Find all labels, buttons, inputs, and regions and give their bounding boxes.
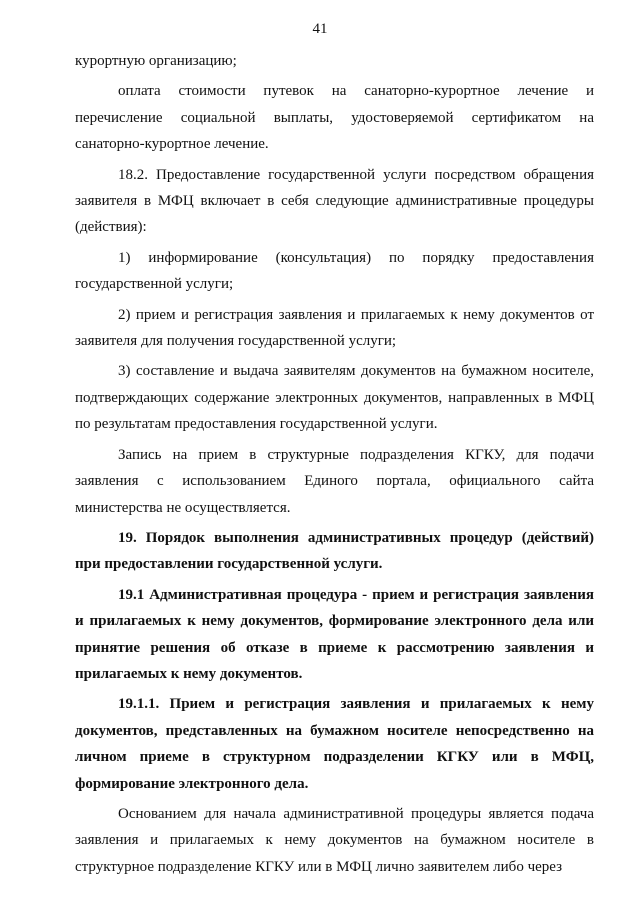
paragraph-voucher-payment: оплата стоимости путевок на санаторно-курортное лечение и перечисление социальной выплаты, удостоверяемой сертификатом на санаторно-курортное лечение. [75, 83, 594, 153]
paragraph-grounds: Основанием для начала административной процедуры является подача заявления и прилагаемых к нему документов на бумажном носителе в структурное подразделение КГКУ или в МФЦ лично заявителем либо через [75, 805, 594, 875]
section-heading-19-1-1: 19.1.1. Прием и регистрация заявления и прилагаемых к нему документов, представленных на бумажном носителе непосредственно на личном приеме в структурном подразделении КГКУ или в МФЦ, формирование электронного дела. [75, 696, 594, 792]
paragraph-resort-organization: курортную организацию; [75, 53, 237, 69]
document-body [75, 48, 594, 880]
paragraph-18-2: 18.2. Предоставление государственной услуги посредством обращения заявителя в МФЦ включает в себя следующие административные процедуры (действия): [75, 166, 594, 236]
list-item-2: 2) прием и регистрация заявления и прилагаемых к нему документов от заявителя для получения государственной услуги; [75, 306, 594, 350]
paragraph-appointment: Запись на прием в структурные подразделения КГКУ, для подачи заявления с использованием Единого портала, официального сайта министерства не осуществляется. [75, 446, 594, 516]
section-heading-19-1: 19.1 Административная процедура - прием и регистрация заявления и прилагаемых к нему документов, формирование электронного дела или принятие решения об отказе в приеме к рассмотрению заявления и прилагаемых к нему документов. [75, 586, 594, 682]
section-heading-19: 19. Порядок выполнения административных процедур (действий) при предоставлении государственной услуги. [75, 529, 594, 573]
list-item-3: 3) составление и выдача заявителям документов на бумажном носителе, подтверждающих содержание электронных документов, направленных в МФЦ по результатам предоставления государственной услуги. [75, 363, 594, 433]
page-number: 41 [312, 21, 328, 37]
list-item-1: 1) информирование (консультация) по порядку предоставления государственной услуги; [75, 249, 594, 293]
